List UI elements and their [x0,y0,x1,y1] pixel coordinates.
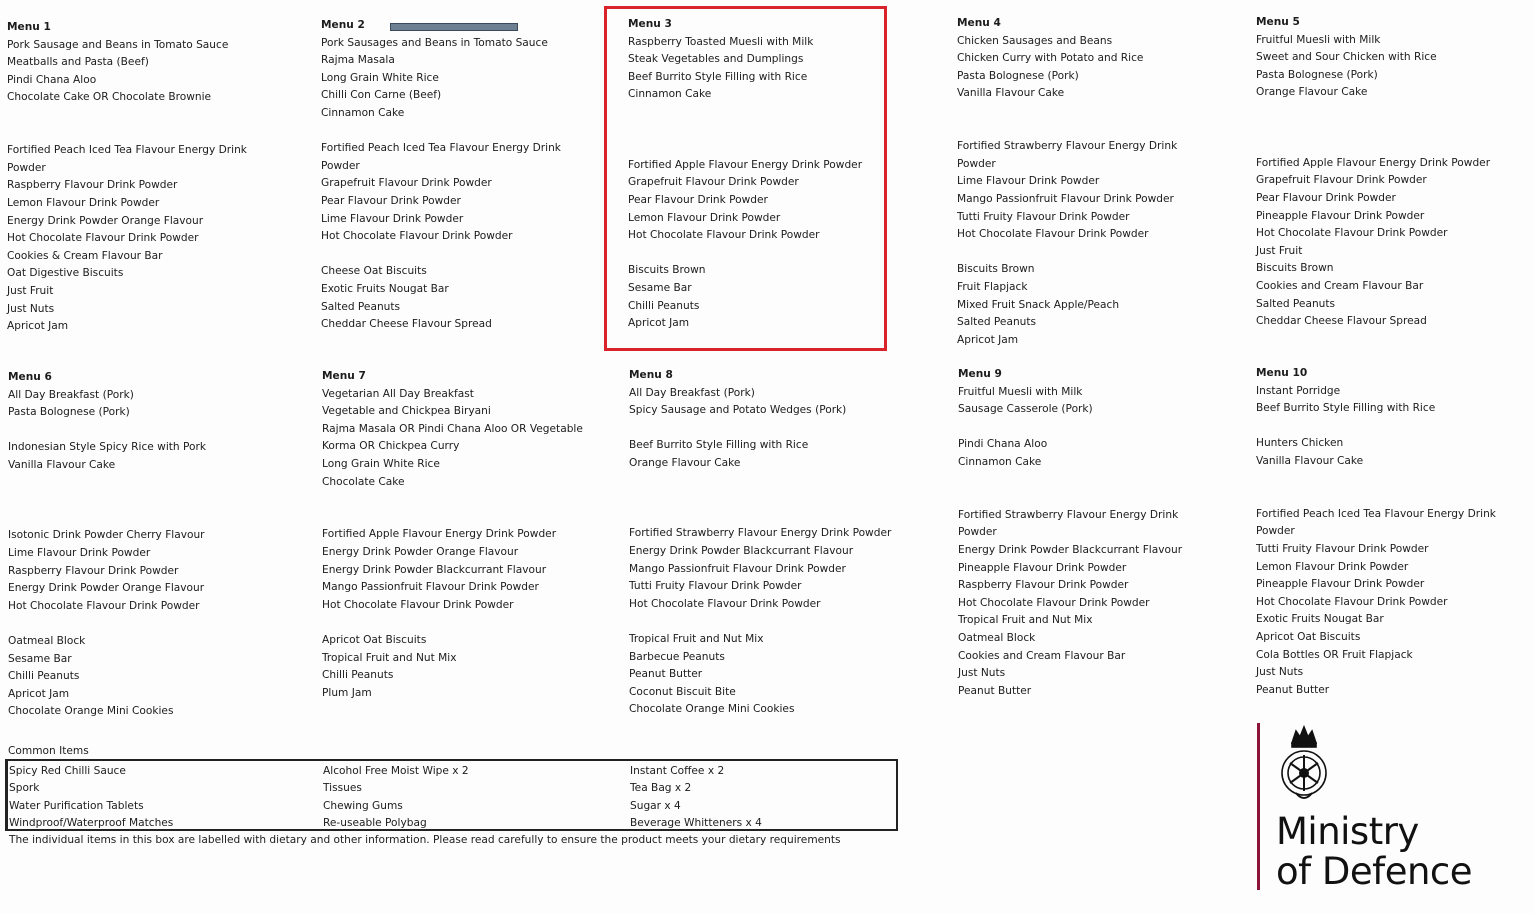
menu-item: Energy Drink Powder Orange Flavour [8,582,205,595]
menu-item: Raspberry Flavour Drink Powder [8,564,179,577]
menu-1 [7,19,247,336]
menu-item: Pineapple Flavour Drink Powder [958,561,1127,574]
menu-item: Chocolate Cake [322,475,405,488]
menu-items [7,37,247,336]
menu-item: Hot Chocolate Flavour Drink Powder [7,232,199,245]
menu-title: Menu 5 [1256,16,1300,28]
menu-item: Fortified Strawberry Flavour Energy Drink Powder [629,527,892,540]
menu-item: Cookies & Cream Flavour Bar [7,249,163,262]
menu-item: Barbecue Peanuts [629,650,725,663]
menu-item: Fortified Peach Iced Tea Flavour Energy Drink [1256,507,1496,520]
menu-item: Fortified Peach Iced Tea Flavour Energy Drink [321,142,561,155]
menu-item: Vanilla Flavour Cake [1256,454,1364,467]
common-column-1 [9,763,173,832]
menu-item: Energy Drink Powder Orange Flavour [322,545,519,558]
menu-spacer [8,475,206,493]
menu-item: Spicy Sausage and Potato Wedges (Pork) [629,404,847,417]
logo-accent-bar [1257,723,1260,890]
menu-spacer [322,509,583,527]
menu-item: Pear Flavour Drink Powder [628,193,768,206]
menu-item: Pork Sausage and Beans in Tomato Sauce [7,38,229,51]
menu-spacer [957,244,1177,262]
menu-spacer [958,419,1182,437]
menu-item: Chocolate Orange Mini Cookies [8,705,174,718]
menu-item: Chicken Curry with Potato and Rice [957,52,1144,65]
common-item: Instant Coffee x 2 [630,765,725,777]
menu-item: Hot Chocolate Flavour Drink Powder [629,597,821,610]
menu-items [8,387,206,721]
menu-item: Cinnamon Cake [628,88,712,101]
menu-spacer [629,490,891,508]
menu-item: Tutti Fruity Flavour Drink Powder [957,210,1130,223]
menu-item: Apricot Oat Biscuits [322,633,427,646]
menu-spacer [8,510,206,528]
menu-item: Lemon Flavour Drink Powder [7,196,160,209]
menu-item: Lime Flavour Drink Powder [321,212,464,225]
menu-spacer [1256,418,1496,436]
menu-item: Long Grain White Rice [321,71,439,84]
menu-item: Grapefruit Flavour Drink Powder [321,177,492,190]
menu-item: Sesame Bar [628,281,692,294]
menu-item: Hot Chocolate Flavour Drink Powder [957,228,1149,241]
menu-item: All Day Breakfast (Pork) [629,386,755,399]
menu-spacer [958,472,1182,490]
menu-spacer [629,473,891,491]
menu-item: Oatmeal Block [958,631,1036,644]
menu-item: Beef Burrito Style Filling with Rice [1256,402,1436,415]
menu-item: Sausage Casserole (Pork) [958,403,1093,416]
menu-item: Mango Passionfruit Flavour Drink Powder [322,581,539,594]
menu-item: Energy Drink Powder Blackcurrant Flavour [958,543,1183,556]
common-items-title: Common Items [8,745,89,757]
menu-items [629,385,891,719]
menu-spacer [1256,120,1490,138]
menu-spacer [7,107,247,125]
menu-7 [322,368,583,702]
menu-item: Chilli Peanuts [322,669,394,682]
menu-item: Coconut Biscuit Bite [629,685,736,698]
menu-item: Pineapple Flavour Drink Powder [1256,578,1425,591]
menu-item: Fruitful Muesli with Milk [958,385,1083,398]
menu-item: Exotic Fruits Nougat Bar [321,282,449,295]
menu-item: All Day Breakfast (Pork) [8,388,134,401]
mod-crest-icon [1270,723,1338,809]
menu-spacer [321,123,561,141]
common-item: Tissues [323,782,362,795]
menu-item: Hot Chocolate Flavour Drink Powder [8,599,200,612]
menu-spacer [321,246,561,264]
menu-item: Energy Drink Powder Orange Flavour [7,214,204,227]
menu-item: Grapefruit Flavour Drink Powder [628,176,799,189]
menu-item: Rajma Masala [321,54,395,67]
menu-item: Powder [1256,525,1295,538]
menu-item: Orange Flavour Cake [629,456,741,469]
menu-item: Biscuits Brown [628,264,706,277]
menu-3 [628,16,862,333]
menu-item: Powder [7,161,46,174]
dietary-note: The individual items in this box are labelled with dietary and other information. Please read carefully to ensure the product meets your dietary requirements [9,834,841,846]
menu-item: Vegetable and Chickpea Biryani [322,405,491,418]
menu-item: Tutti Fruity Flavour Drink Powder [629,580,802,593]
menu-8 [629,367,891,719]
menu-spacer [1256,471,1496,489]
menu-items [958,384,1182,701]
menu-item: Pasta Bolognese (Pork) [8,406,130,419]
menu-item: Powder [957,157,996,170]
menu-title: Menu 6 [8,371,52,383]
menu-item: Long Grain White Rice [322,457,440,470]
menu-item: Just Fruit [1256,244,1303,257]
menu-item: Fortified Apple Flavour Energy Drink Powder [322,528,557,541]
menu-item: Oat Digestive Biscuits [7,267,124,280]
mod-wordmark-line2: of Defence [1276,850,1473,893]
common-item: Alcohol Free Moist Wipe x 2 [323,765,469,777]
menu-item: Fortified Apple Flavour Energy Drink Powder [628,158,863,171]
menu-item: Beef Burrito Style Filling with Rice [629,439,809,452]
menu-items [628,34,862,333]
menu-item: Lime Flavour Drink Powder [8,546,151,559]
menu-item: Raspberry Toasted Muesli with Milk [628,35,814,48]
menu-item: Raspberry Flavour Drink Powder [958,579,1129,592]
menu-item: Rajma Masala OR Pindi Chana Aloo OR Vegetable [322,422,583,435]
menu-item: Powder [321,159,360,172]
menu-title: Menu 10 [1256,367,1308,379]
menu-spacer [8,615,206,633]
menu-item: Energy Drink Powder Blackcurrant Flavour [322,563,547,576]
menu-spacer [322,614,583,632]
menu-item: Fortified Peach Iced Tea Flavour Energy Drink [7,144,247,157]
menu-item: Instant Porridge [1256,384,1341,397]
menu-title: Menu 1 [7,21,51,33]
menu-item: Tropical Fruit and Nut Mix [629,632,764,645]
menu-item: Cookies and Cream Flavour Bar [1256,279,1424,292]
menu-item: Pear Flavour Drink Powder [1256,191,1396,204]
menu-item: Steak Vegetables and Dumplings [628,53,804,66]
menu-items [1256,32,1490,331]
menu-item: Vegetarian All Day Breakfast [322,387,474,400]
menu-item: Vanilla Flavour Cake [8,458,116,471]
menu-4 [957,15,1177,349]
common-column-2 [323,763,469,832]
menu-10 [1256,365,1496,699]
menu-item: Fortified Strawberry Flavour Energy Drink [957,140,1178,153]
menu-item: Cheddar Cheese Flavour Spread [1256,315,1427,328]
menu-item: Oatmeal Block [8,634,86,647]
menu-item: Sweet and Sour Chicken with Rice [1256,51,1437,64]
menu-item: Just Fruit [7,284,54,297]
mod-wordmark-line1: Ministry [1276,810,1419,853]
menu-item: Pork Sausages and Beans in Tomato Sauce [321,36,548,49]
menu-item: Pineapple Flavour Drink Powder [1256,209,1425,222]
menu-item: Cinnamon Cake [321,106,405,119]
menu-item: Raspberry Flavour Drink Powder [7,179,178,192]
menu-item: Grapefruit Flavour Drink Powder [1256,174,1427,187]
menu-item: Apricot Jam [7,320,69,333]
common-item: Spicy Red Chilli Sauce [9,765,126,777]
menu-item: Just Nuts [7,302,55,315]
menu-spacer [629,508,891,526]
menu-spacer [1256,102,1490,120]
menu-spacer [957,103,1177,121]
menu-item: Chilli Con Carne (Beef) [321,89,442,102]
common-column-3 [630,763,762,832]
menu-item: Pindi Chana Aloo [958,438,1048,451]
menu-spacer [628,104,862,122]
menu-item: Apricot Jam [957,333,1019,346]
menu-item: Peanut Butter [958,684,1032,697]
menu-item: Fruitful Muesli with Milk [1256,33,1381,46]
menu-item: Fruit Flapjack [957,280,1028,293]
menu-item: Pear Flavour Drink Powder [321,194,461,207]
menu-item: Pindi Chana Aloo [7,73,97,86]
menu-spacer [957,121,1177,139]
menu-title: Menu 8 [629,369,673,381]
menu-items [322,386,583,703]
menu-6 [8,369,206,721]
menu-item: Just Nuts [958,667,1006,680]
menu-item: Exotic Fruits Nougat Bar [1256,613,1384,626]
menu-items [321,35,561,334]
menu-item: Plum Jam [322,686,372,699]
mod-wordmark [1276,812,1472,892]
menu-item: Salted Peanuts [1256,297,1336,310]
menu-item: Apricot Jam [628,317,690,330]
menu-item: Salted Peanuts [321,300,401,313]
menu-item: Hot Chocolate Flavour Drink Powder [322,598,514,611]
common-item: Spork [9,782,40,795]
menu-item: Hot Chocolate Flavour Drink Powder [628,229,820,242]
common-item: Beverage Whitteners x 4 [630,816,762,829]
menu-item: Cola Bottles OR Fruit Flapjack [1256,648,1413,661]
menu-spacer [8,492,206,510]
menu-item: Cinnamon Cake [958,455,1042,468]
menu-item: Orange Flavour Cake [1256,86,1368,99]
menu-item: Hot Chocolate Flavour Drink Powder [1256,227,1448,240]
menu-spacer [628,245,862,263]
common-item: Windproof/Waterproof Matches [9,816,174,829]
common-item: Water Purification Tablets [9,799,144,812]
menu-title: Menu 7 [322,370,366,382]
menu-title: Menu 9 [958,368,1002,380]
common-item: Tea Bag x 2 [630,782,692,795]
menu-item: Powder [958,526,997,539]
menu-spacer [8,422,206,440]
menu-2 [321,17,561,334]
menu-spacer [1256,137,1490,155]
menu-9 [958,366,1182,700]
menu-item: Apricot Oat Biscuits [1256,630,1361,643]
menu-item: Lime Flavour Drink Powder [957,175,1100,188]
menu-item: Chocolate Cake OR Chocolate Brownie [7,91,212,104]
menu-spacer [1256,488,1496,506]
menu-item: Cookies and Cream Flavour Bar [958,649,1126,662]
menu-5 [1256,14,1490,331]
menu-item: Peanut Butter [1256,683,1330,696]
menu-item: Biscuits Brown [1256,262,1334,275]
menu-title: Menu 4 [957,17,1001,29]
menu-item: Lemon Flavour Drink Powder [1256,560,1409,573]
common-item: Sugar x 4 [630,799,681,812]
menu-item: Peanut Butter [629,668,703,681]
menu-item: Lemon Flavour Drink Powder [628,211,781,224]
menu-title: Menu 2 [321,19,365,31]
menu-item: Fortified Apple Flavour Energy Drink Powder [1256,156,1491,169]
menu-items [1256,383,1496,700]
menu-item: Mixed Fruit Snack Apple/Peach [957,298,1120,311]
menu-item: Mango Passionfruit Flavour Drink Powder [957,192,1174,205]
common-item: Re-useable Polybag [323,816,427,829]
menu-item: Sesame Bar [8,652,72,665]
menu-item: Isotonic Drink Powder Cherry Flavour [8,529,205,542]
menu-item: Pasta Bolognese (Pork) [1256,68,1378,81]
menu-item: Meatballs and Pasta (Beef) [7,56,149,69]
menu-item: Apricot Jam [8,687,70,700]
menu-item: Salted Peanuts [957,316,1037,329]
menu-spacer [628,139,862,157]
menu-item: Hot Chocolate Flavour Drink Powder [958,596,1150,609]
menu-item: Just Nuts [1256,666,1304,679]
common-item: Chewing Gums [323,799,403,812]
menu-spacer [629,420,891,438]
menu-item: Cheddar Cheese Flavour Spread [321,318,492,331]
menu-item: Fortified Strawberry Flavour Energy Drink [958,508,1179,521]
menu-spacer [322,491,583,509]
menu-item: Mango Passionfruit Flavour Drink Powder [629,562,846,575]
menu-spacer [958,489,1182,507]
menu-item: Chocolate Orange Mini Cookies [629,703,795,716]
menu-item: Hot Chocolate Flavour Drink Powder [321,230,513,243]
menu-item: Chilli Peanuts [628,299,700,312]
menu-item: Tropical Fruit and Nut Mix [322,651,457,664]
menu-item: Chilli Peanuts [8,670,80,683]
menu-title: Menu 3 [628,18,672,30]
menu-item: Indonesian Style Spicy Rice with Pork [8,441,206,454]
menu-item: Cheese Oat Biscuits [321,265,427,278]
menu-spacer [629,613,891,631]
menu-item: Hot Chocolate Flavour Drink Powder [1256,595,1448,608]
menu-item: Tropical Fruit and Nut Mix [958,614,1093,627]
menu-item: Pasta Bolognese (Pork) [957,69,1079,82]
menu-spacer [7,125,247,143]
menu-spacer [628,122,862,140]
menu-item: Energy Drink Powder Blackcurrant Flavour [629,544,854,557]
menu-item: Hunters Chicken [1256,437,1344,450]
menu-item: Tutti Fruity Flavour Drink Powder [1256,542,1429,555]
menu-item: Korma OR Chickpea Curry [322,440,460,453]
menu-item: Biscuits Brown [957,263,1035,276]
menu-item: Beef Burrito Style Filling with Rice [628,70,808,83]
menu-item: Chicken Sausages and Beans [957,34,1113,47]
menu-items [957,33,1177,350]
menu-item: Vanilla Flavour Cake [957,87,1065,100]
